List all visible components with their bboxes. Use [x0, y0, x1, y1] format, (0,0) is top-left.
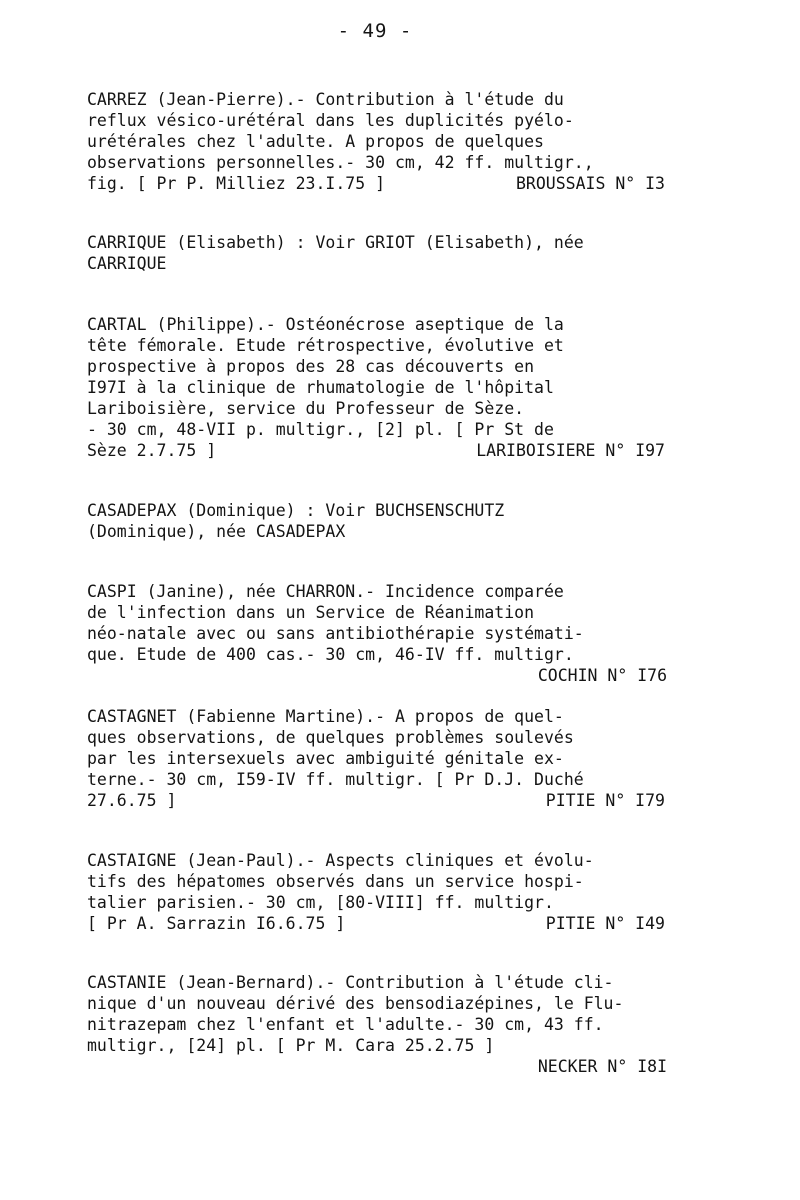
entry-line: CASTAIGNE (Jean-Paul).- Aspects cliniques et évolu- [87, 851, 594, 870]
entry-line: CASTANIE (Jean-Bernard).- Contribution à l'étude cli- [87, 973, 614, 992]
entry-line: [ Pr A. Sarrazin I6.6.75 ] [87, 914, 346, 933]
entry-line: talier parisien.- 30 cm, [80-VIII] ff. multigr. [87, 893, 554, 912]
entry-line: que. Etude de 400 cas.- 30 cm, 46-IV ff. multigr. [87, 645, 574, 664]
entry-last-line [87, 790, 667, 811]
entry-line: CASTAGNET (Fabienne Martine).- A propos de quel- [87, 707, 564, 726]
bibliography-entry-castanie [87, 972, 667, 1077]
entry-line: CASADEPAX (Dominique) : Voir BUCHSENSCHUTZ [87, 501, 505, 520]
entry-line: nique d'un nouveau dérivé des bensodiazépines, le Flu- [87, 994, 624, 1013]
entry-line: reflux vésico-urétéral dans les duplicités pyélo- [87, 111, 574, 130]
entry-line: fig. [ Pr P. Milliez 23.I.75 ] [87, 174, 386, 193]
entry-line: CARREZ (Jean-Pierre).- Contribution à l'étude du [87, 90, 564, 109]
entry-line: CARRIQUE [87, 254, 167, 273]
bibliography-entry-carrez [87, 89, 667, 194]
entry-line: - 30 cm, 48-VII p. multigr., [2] pl. [ Pr St de [87, 420, 554, 439]
entry-line: tête fémorale. Etude rétrospective, évolutive et [87, 336, 564, 355]
entry-line: observations personnelles.- 30 cm, 42 ff. multigr., [87, 153, 594, 172]
location-code: BROUSSAIS N° I3 [515, 174, 665, 193]
entry-line: prospective à propos des 28 cas découverts en [87, 357, 535, 376]
page-number: - 49 - [337, 20, 413, 42]
location-code: NECKER N° I8I [537, 1057, 667, 1076]
bibliography-entry-castagnet [87, 706, 667, 811]
bibliography-entry-casadepax [87, 500, 667, 542]
entry-line: par les intersexuels avec ambiguité génitale ex- [87, 749, 564, 768]
entry-line: multigr., [24] pl. [ Pr M. Cara 25.2.75 ] [87, 1036, 495, 1055]
entry-line: Lariboisière, service du Professeur de Sèze. [87, 399, 525, 418]
entry-line: I97I à la clinique de rhumatologie de l'hôpital [87, 378, 554, 397]
entry-last-line [87, 440, 667, 461]
entry-line: (Dominique), née CASADEPAX [87, 522, 346, 541]
entry-line: urétérales chez l'adulte. A propos de quelques [87, 132, 544, 151]
entry-line: CARTAL (Philippe).- Ostéonécrose aseptique de la [87, 315, 564, 334]
entry-line: néo-natale avec ou sans antibiothérapie systémati- [87, 624, 584, 643]
entry-line: 27.6.75 ] [87, 791, 177, 810]
entry-line: terne.- 30 cm, I59-IV ff. multigr. [ Pr D.J. Duché [87, 770, 584, 789]
bibliography-entry-cartal [87, 314, 667, 461]
entry-line: ques observations, de quelques problèmes soulevés [87, 728, 574, 747]
bibliography-entry-castaigne [87, 850, 667, 934]
entry-line: CASPI (Janine), née CHARRON.- Incidence comparée [87, 582, 564, 601]
location-code: PITIE N° I79 [545, 791, 665, 810]
entry-line: tifs des hépatomes observés dans un service hospi- [87, 872, 584, 891]
entry-line: nitrazepam chez l'enfant et l'adulte.- 30 cm, 43 ff. [87, 1015, 604, 1034]
entry-line: de l'infection dans un Service de Réanimation [87, 603, 535, 622]
location-code: PITIE N° I49 [545, 914, 665, 933]
entry-line: CARRIQUE (Elisabeth) : Voir GRIOT (Elisabeth), née [87, 233, 584, 252]
location-code: LARIBOISIERE N° I97 [476, 441, 665, 460]
entry-last-line [87, 173, 667, 194]
entry-last-line [87, 913, 667, 934]
location-code: COCHIN N° I76 [537, 666, 667, 685]
bibliography-entry-carrique [87, 232, 667, 274]
entry-line: Sèze 2.7.75 ] [87, 441, 217, 460]
bibliography-entry-caspi [87, 581, 667, 686]
